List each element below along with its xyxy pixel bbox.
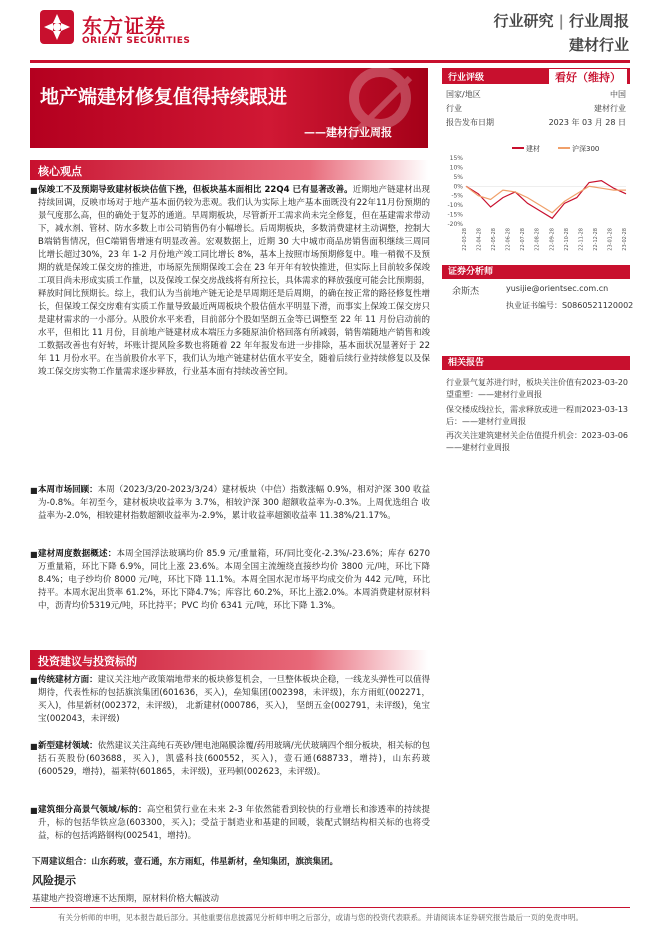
rating-value: 看好（维持）	[549, 69, 627, 85]
info-row	[446, 89, 626, 100]
performance-chart	[442, 142, 630, 260]
core-paragraph-3	[30, 548, 430, 613]
report-title: 地产端建材修复值得持续跟进	[40, 86, 288, 108]
core-p1-text: 近期地产链建材出现持续回调，反映市场对于地产基本面仍较为悲观。我们认为实际上地产基本面既没有22年11月份预期的景气度那么高，但的确处于复苏的通道。早周期板块，尽管新开工需求尚未完全修复，但在基建需求带动下，减水剂、管材、防水多数上市公司销售仍有小幅增长。后周期板块，多数消费建材主动调整，控制大B端销售情况，但C端销售增速有明显改善。宏观数据上，近期 30 大中城市商品房销售面积继续三周同比增长超过30%，23 年 1-2 月份地产竣工同比增长 8%，基本上按照市场预期修复中。唯一稍微不及预期的就是保竣工保交房的推进，市场原先预期保竣工会在 23 年开年有较快推进，但实际上目前较多保竣工项目尚未形成实质工作量，以及保竣工保交房战线将有所拉长，具体需求的释放强度可能会比预期弱，释放时间比预期长。综上，我们认为当前地产链无论是早周期还是后周期，的确在按正常的路径修复性增长，但保竣工保交房难有实质工作量导致最近两周板块个股估值水平明显下滑，而事实上保竣工保交房只是建材需求的一小部分。从股价水平来看，目前部分个股如坚朗五金等已调整至 22 年 11 月份启动前的水平，但相比 11 月份，目前地产链建材成本端压力多随原油价格回落有所减弱，销售端随地产销售和竣工数据改善也有好转，坏账计提风险多数也将随着 22 年年报发布进一步排除，基本面状况显著好于 22 年 11 月份水平。在当前股价水平下，我们认为地产链建材估值水平安全，随着后续行业持续修复以及保竣工保交房实物工作量需求逐步释放，行业基本面有持续改善空间。	[38, 185, 430, 377]
invest-p3-text: 高空租赁行业在未来 2-3 年依然能看到较快的行业增长和渗透率的持续提升，标的包括华铁应急(603300，买入)；受益于制造业和基建的回暖，装配式钢结构相关标的也将受益，标的包括鸿路钢构(002541，增持)。	[38, 805, 430, 841]
footer-disclaimer: 有关分析师的申明，见本报告最后部分。其他重要信息披露见分析师申明之后部分，或请与您的投资代表联系。并请阅读本证券研究报告最后一页的免责申明。	[58, 913, 583, 922]
footer-divider	[30, 907, 630, 908]
info-key: 报告发布日期	[446, 118, 494, 127]
x-tick-label: 22-06-28	[505, 228, 512, 251]
core-p3-text: 本周全国浮法玻璃均价 85.9 元/重量箱，环/同比变化-2.3%/-23.6%；库存 6270 万重量箱，环比下降 6.9%，同比上涨 23.6%。本周全国主流缠绕直接纱均价 3800 元/吨，环比下降 8.4%；电子纱均价 8000 元/吨，环比下降 11.1%。本周全国水泥市场平均成交价为 442 元/吨，环比持平。本周水泥出货率 61.2%，环比下降4.7%；库容比 60.2%，环比上涨2.0%。本周消费建材原材料中，沥青均价5319元/吨，环比持平；PVC 均价 6341 元/吨，环比下降 1.3%。	[38, 549, 430, 611]
y-tick-label: -20%	[447, 221, 463, 228]
info-key: 国家/地区	[446, 90, 481, 99]
report-type: 行业研究 | 行业周报	[493, 12, 629, 30]
related-report-title[interactable]: 再次关注建筑建材关企估值提升机会：——建材行业周报	[446, 431, 582, 452]
core-section-bar	[30, 160, 428, 180]
core-p2-text: 本周（2023/3/20-2023/3/24）建材板块（中信）指数涨幅 0.9%，相对沪深 300 收益为-0.8%。年初至今，建材板块收益率为 3.7%，相较沪深 300 超额收益率为-0.3%。上周优选组合 收益率为-2.0%，相较建材指数超额收益率为-2.9%，累计收益率超额收益率 11.38%/21.17%。	[38, 485, 430, 521]
invest-p3-lead: 建筑细分高景气领域/标的：	[38, 805, 147, 815]
y-tick-label: -10%	[447, 202, 463, 210]
x-tick-label: 22-11-28	[578, 228, 585, 251]
info-value: 建材行业	[594, 104, 626, 113]
core-paragraph-1	[30, 184, 430, 379]
related-report-item[interactable]	[446, 377, 628, 401]
info-value: 2023 年 03 月 28 日	[548, 118, 626, 127]
bullet-icon: ■	[30, 806, 38, 815]
x-tick-label: 22-10-28	[563, 228, 570, 251]
bullet-icon: ■	[30, 676, 38, 685]
related-section-bar	[442, 356, 630, 370]
invest-section-title: 投资建议与投资标的	[38, 655, 137, 668]
invest-p1-text: 建议关注地产政策端地带来的板块修复机会，一旦整体板块企稳，一线龙头弹性可以值得期待，代表性标的包括旗滨集团(601636，买入)，垒知集团(002398，未评级)，东方雨虹(002271，买入)，伟星新材(002372，未评级)， 北新建材(000786，买入)， 坚朗五金(002791，未评级)，兔宝宝(002043，未评级)	[38, 675, 430, 724]
invest-p2-lead: 新型建材领域：	[38, 741, 98, 751]
related-report-item[interactable]	[446, 404, 628, 428]
invest-section-bar	[30, 650, 428, 670]
analyst-cert: 执业证书编号：S0860521120002	[506, 301, 634, 310]
bullet-icon: ■	[30, 186, 38, 195]
core-section-title: 核心观点	[38, 165, 82, 178]
legend-label: 建材	[526, 145, 540, 153]
rating-label: 行业评级	[448, 73, 485, 83]
invest-p2-text: 依然建议关注高纯石英砂/锂电池隔膜涂覆/药用玻璃/光伏玻璃四个细分板块，相关标的包括石英股份(603688，买入)，凯盛科技(600552，买入)，壹石通(688733，增持)，山东药玻(600529，增持)，福莱特(601865，未评级)，亚玛顿(002623，未评级)。	[38, 741, 430, 777]
related-report-date: 2023-03-13	[581, 405, 628, 414]
y-tick-label: 0%	[453, 183, 463, 191]
bullet-icon: ■	[30, 550, 38, 559]
risk-text: 基建地产投资增速不达预期，原材料价格大幅波动	[32, 894, 220, 904]
info-key: 行业	[446, 104, 462, 113]
logo-text-en: ORIENT SECURITIES	[82, 36, 191, 46]
x-tick-label: 23-02-28	[622, 228, 628, 251]
x-tick-label: 22-12-28	[592, 228, 599, 251]
invest-paragraph-3	[30, 804, 430, 843]
risk-title: 风险提示	[32, 874, 76, 887]
y-tick-label: -15%	[447, 211, 463, 219]
related-section-title: 相关报告	[448, 358, 485, 368]
info-value: 中国	[610, 90, 626, 99]
series-line	[466, 186, 626, 212]
related-report-title[interactable]: 行业景气复苏进行时，板块关注价值有望重塑：——建材行业周报	[446, 378, 582, 399]
logo-text-cn: 东方证券	[82, 14, 166, 38]
core-p3-lead: 建材周度数据概述：	[38, 549, 117, 559]
bullet-icon: ■	[30, 742, 38, 751]
analyst-section-bar	[442, 265, 630, 279]
legend-label: 沪深300	[572, 145, 600, 153]
y-tick-label: -5%	[451, 192, 463, 200]
report-type-2: 行业周报	[568, 12, 629, 30]
analyst-section-title: 证券分析师	[448, 267, 494, 277]
industry-label: 建材行业	[568, 36, 629, 54]
info-row	[446, 103, 626, 114]
related-report-date: 2023-03-20	[581, 378, 628, 387]
x-tick-label: 22-09-28	[549, 228, 556, 251]
related-report-item[interactable]	[446, 430, 628, 454]
x-tick-label: 23-01-28	[607, 228, 614, 251]
x-tick-label: 22-04-28	[476, 228, 483, 251]
info-row	[446, 117, 626, 128]
header-divider	[30, 60, 630, 63]
report-subtitle: ——建材行业周报	[304, 126, 392, 139]
bullet-icon: ■	[30, 486, 38, 495]
core-p1-lead: 保竣工不及预期导致建材板块估值下挫，但板块基本面相比 22Q4 已有显著改善。	[38, 185, 353, 195]
report-type-1: 行业研究	[493, 12, 554, 30]
invest-p1-lead: 传统建材方面：	[38, 675, 98, 685]
core-paragraph-2	[30, 484, 430, 523]
core-p2-lead: 本周市场回顾：	[38, 485, 98, 495]
recommend-portfolio: 下周建议组合：山东药玻，壹石通，东方雨虹，伟星新材，垒知集团，旗滨集团。	[32, 857, 339, 867]
y-tick-label: 10%	[449, 164, 463, 172]
logo-icon	[40, 10, 74, 44]
invest-paragraph-1	[30, 674, 430, 726]
y-tick-label: 15%	[449, 155, 463, 162]
y-tick-label: 5%	[453, 173, 463, 181]
related-report-title[interactable]: 保交楼成线拉长，需求释放或进一程而后：——建材行业周报	[446, 405, 582, 426]
x-tick-label: 22-03-28	[462, 228, 468, 251]
related-report-date: 2023-03-06	[581, 431, 628, 440]
analyst-name: 余斯杰	[452, 287, 480, 297]
analyst-email[interactable]: yusijie@orientsec.com.cn	[506, 284, 609, 293]
invest-paragraph-2	[30, 740, 430, 779]
x-tick-label: 22-07-28	[520, 228, 527, 251]
x-tick-label: 22-05-28	[491, 228, 498, 251]
x-tick-label: 22-08-28	[534, 228, 541, 251]
